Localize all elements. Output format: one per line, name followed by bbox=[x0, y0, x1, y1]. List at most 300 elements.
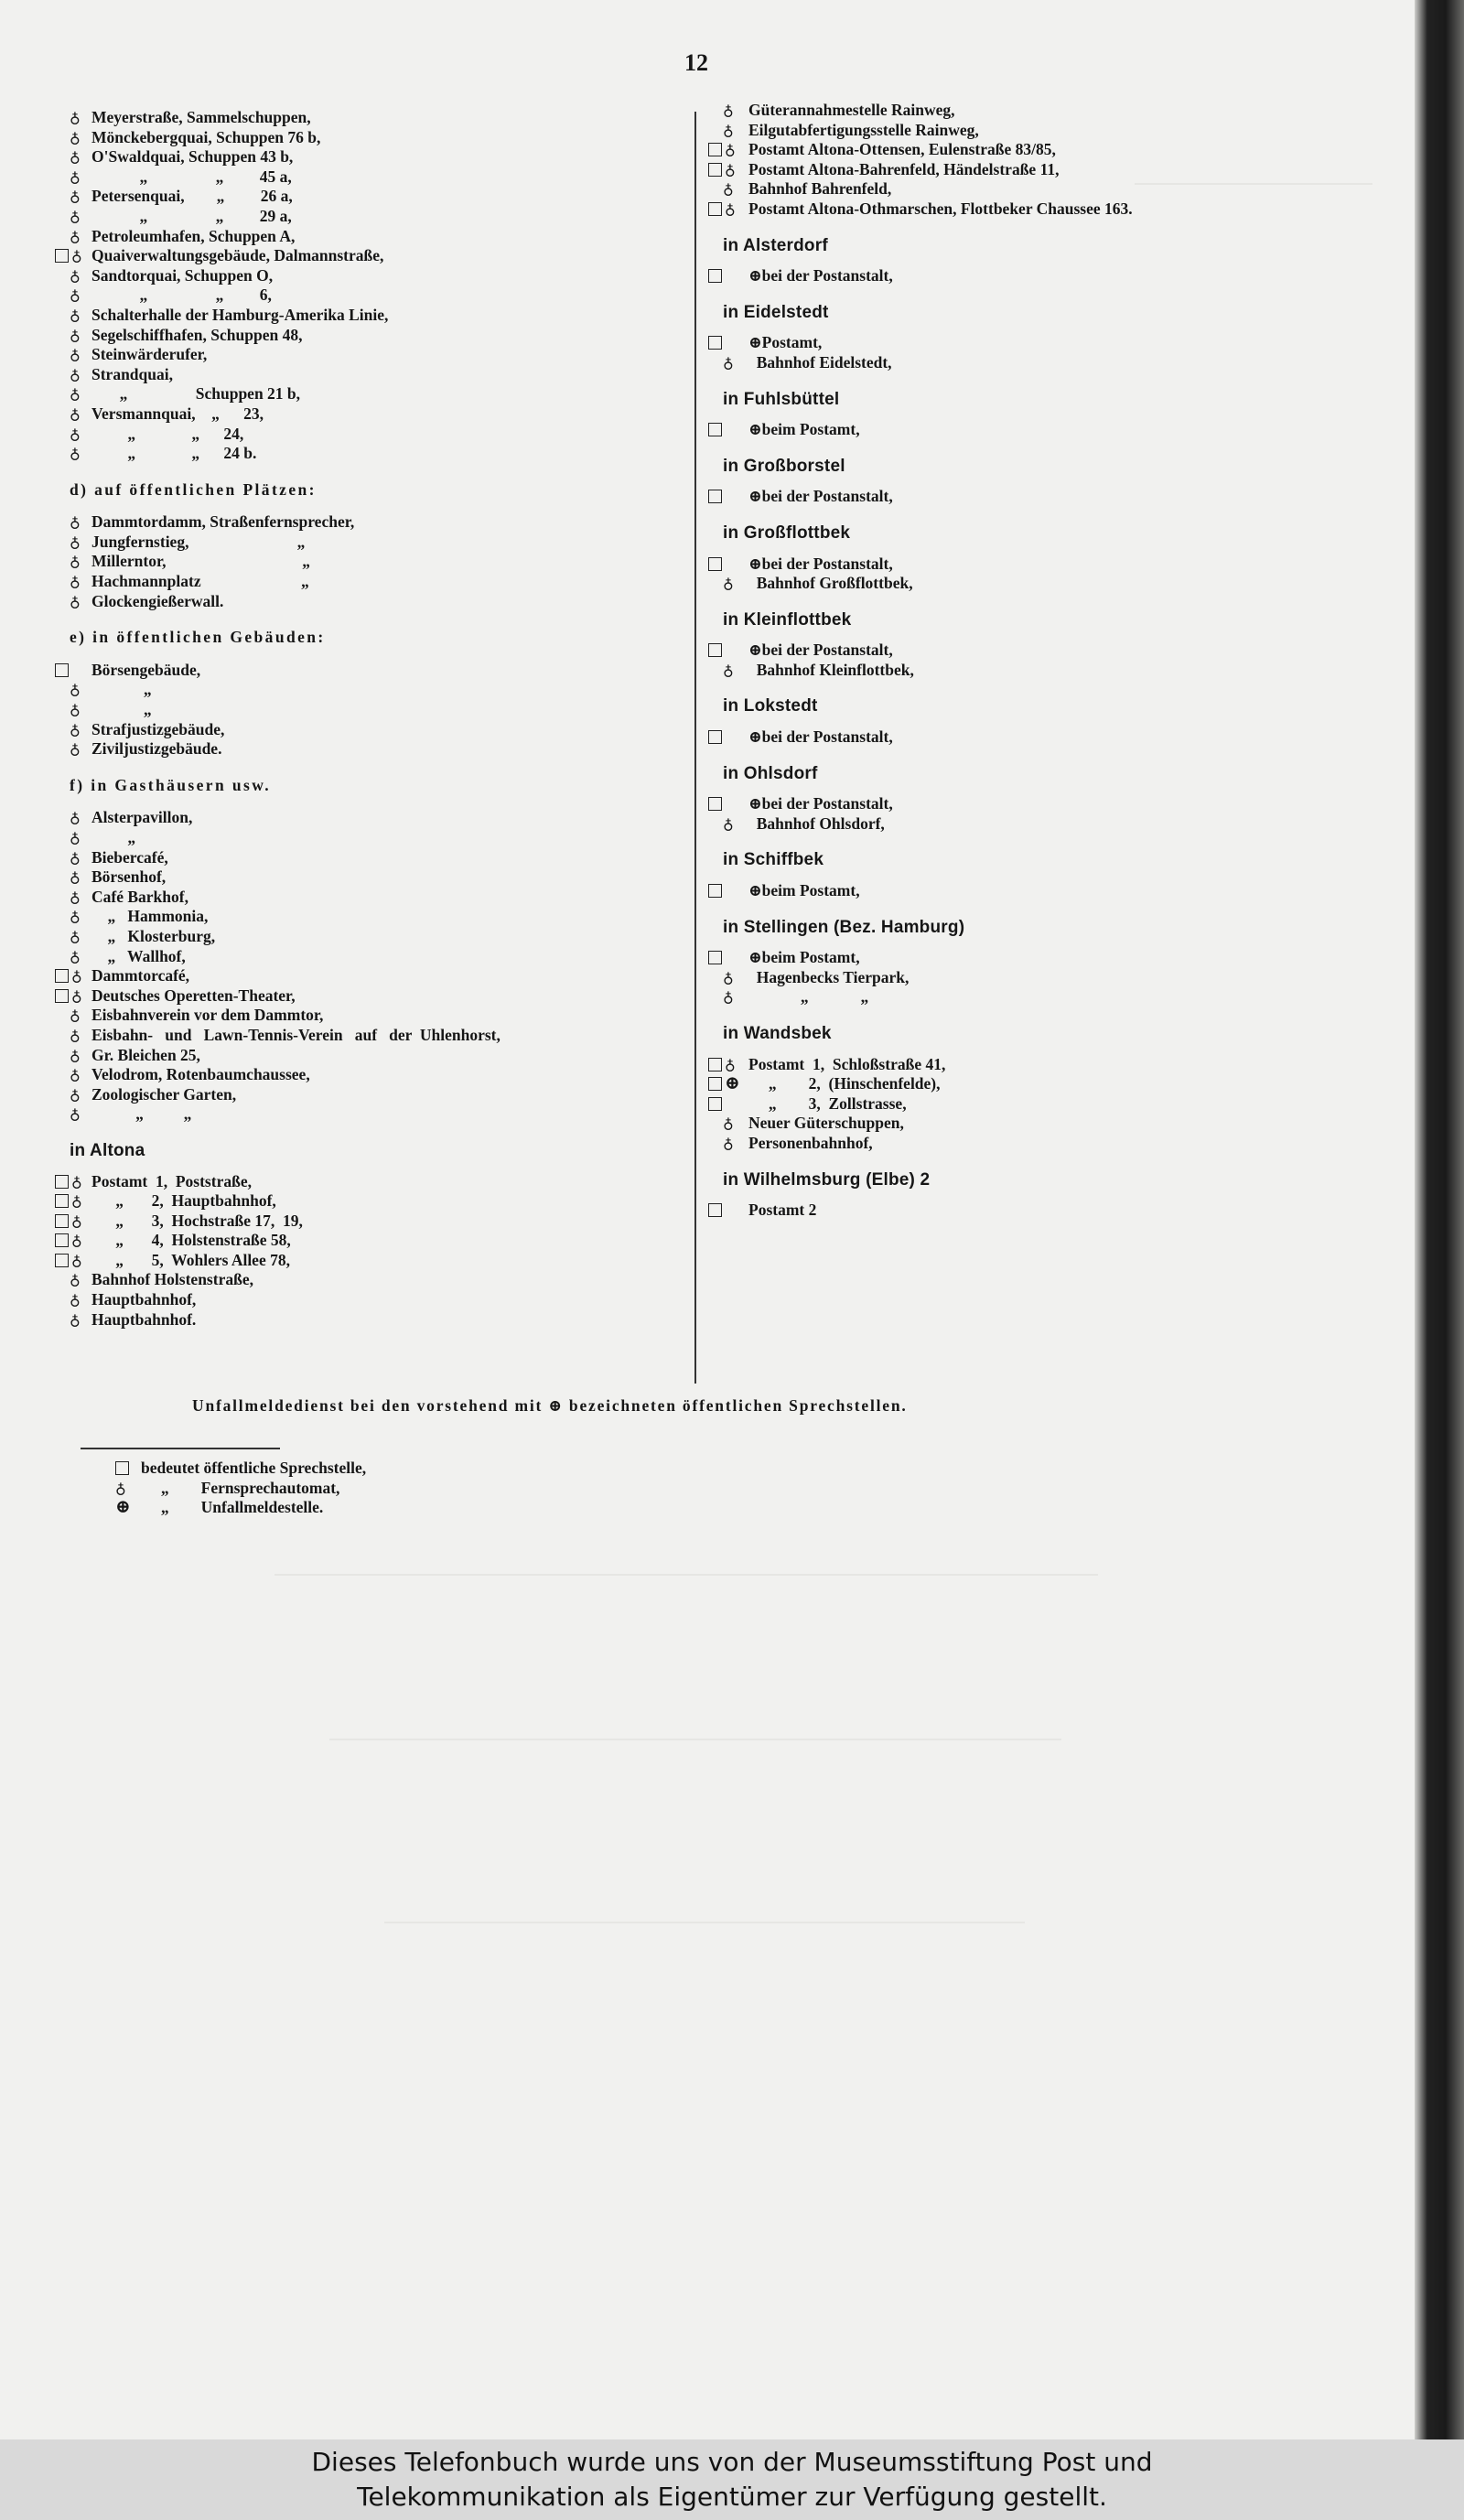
directory-entry bbox=[70, 986, 701, 1007]
entry-text: Postamt 1, Schloßstraße 41, bbox=[748, 1054, 946, 1073]
phone-automat-icon: ♁ bbox=[723, 662, 734, 679]
entry-markers bbox=[55, 966, 69, 986]
public-phone-box-icon bbox=[55, 1175, 69, 1189]
entry-text: „ 3, Zollstrasse, bbox=[748, 1093, 907, 1113]
place-heading: in Fuhlsbüttel bbox=[723, 389, 840, 409]
entry-text: „ Hammonia, bbox=[92, 907, 209, 926]
legend-text: bedeutet öffentliche Sprechstelle, bbox=[141, 1459, 367, 1477]
directory-entry bbox=[70, 828, 701, 848]
entry-text: ⊕Postamt, bbox=[748, 333, 823, 352]
phone-automat-icon: ♁ bbox=[70, 703, 81, 719]
entry-text: Postamt Altona-Othmarschen, Flottbeker Chaussee 163. bbox=[748, 199, 1133, 218]
entry-markers bbox=[70, 1270, 81, 1291]
entry-markers bbox=[70, 1006, 81, 1027]
phone-automat-icon: ♁ bbox=[70, 515, 81, 532]
entry-text: Strafjustizgebäude, bbox=[92, 719, 225, 738]
legend-symbol bbox=[115, 1479, 126, 1500]
public-phone-box-icon bbox=[115, 1461, 129, 1475]
phone-automat-icon: ♁ bbox=[70, 889, 81, 906]
directory-entry bbox=[70, 1290, 701, 1310]
entry-text: Dammtordamm, Straßenfernsprecher, bbox=[92, 512, 355, 532]
public-phone-box-icon bbox=[708, 143, 722, 156]
entry-text: ⊕bei der Postanstalt, bbox=[748, 641, 893, 660]
place-heading: in Schiffbek bbox=[723, 850, 824, 870]
public-phone-box-icon bbox=[55, 1254, 69, 1267]
entry-markers bbox=[708, 140, 722, 160]
entry-markers bbox=[708, 266, 722, 286]
entry-text: Eilgutabfertigungsstelle Rainweg, bbox=[748, 120, 979, 139]
public-phone-box-icon bbox=[708, 336, 722, 350]
directory-entry bbox=[70, 1104, 701, 1125]
phone-automat-icon: ♁ bbox=[70, 268, 81, 285]
entry-markers bbox=[70, 1065, 81, 1086]
directory-entry bbox=[70, 661, 701, 681]
public-phone-box-icon bbox=[708, 423, 722, 436]
entry-text: Quaiverwaltungsgebäude, Dalmannstraße, bbox=[92, 246, 384, 265]
entry-text: „ 4, Holstenstraße 58, bbox=[92, 1231, 291, 1250]
entry-text: Steinwärderufer, bbox=[92, 345, 208, 364]
entry-markers bbox=[70, 365, 81, 386]
phone-automat-icon: ♁ bbox=[723, 123, 734, 139]
directory-entry bbox=[70, 1310, 701, 1330]
accident-service-note: Unfallmeldedienst bei den vorstehend mit ⊕ bezeichneten öffentlichen Sprechstellen. bbox=[192, 1396, 908, 1415]
entry-text: Hauptbahnhof, bbox=[92, 1290, 197, 1309]
directory-entry bbox=[70, 246, 701, 266]
entry-text: ⊕beim Postamt, bbox=[748, 948, 860, 967]
category-heading: f) in Gasthäusern usw. bbox=[70, 775, 272, 794]
entry-markers bbox=[708, 420, 722, 440]
entry-text: Bahnhof Großflottbek, bbox=[748, 574, 913, 593]
page-number: 12 bbox=[684, 49, 708, 76]
directory-entry bbox=[70, 927, 701, 947]
legend-text: „ Unfallmeldestelle. bbox=[141, 1498, 324, 1517]
place-heading: in Wilhelmsburg (Elbe) 2 bbox=[723, 1169, 931, 1190]
public-phone-box-icon bbox=[708, 163, 722, 177]
place-heading: in Lokstedt bbox=[723, 696, 818, 716]
public-phone-box-icon bbox=[708, 1077, 722, 1091]
entry-text: ⊕bei der Postanstalt, bbox=[748, 794, 893, 813]
entry-markers bbox=[725, 160, 736, 181]
entry-markers bbox=[70, 207, 81, 228]
entry-text: ⊕bei der Postanstalt, bbox=[748, 554, 893, 573]
entry-markers bbox=[70, 533, 81, 554]
entry-text: „ 2, (Hinschenfelde), bbox=[748, 1074, 941, 1093]
entry-markers bbox=[70, 828, 81, 849]
phone-automat-icon: ♁ bbox=[70, 447, 81, 463]
directory-entry bbox=[70, 266, 701, 286]
entry-markers bbox=[70, 147, 81, 168]
phone-automat-icon: ♁ bbox=[723, 970, 734, 986]
phone-automat-icon: ♁ bbox=[70, 1028, 81, 1044]
place-heading: in Altona bbox=[70, 1140, 145, 1160]
entry-markers bbox=[708, 727, 722, 748]
phone-automat-icon: ♁ bbox=[70, 387, 81, 404]
directory-entry bbox=[723, 353, 1382, 373]
entry-text: „ bbox=[92, 828, 136, 846]
entry-markers bbox=[708, 1201, 722, 1221]
entry-text: „ „ 24, bbox=[92, 424, 244, 443]
entry-markers bbox=[723, 814, 734, 835]
directory-entry bbox=[70, 888, 701, 908]
phone-automat-icon: ♁ bbox=[723, 1116, 734, 1133]
phone-automat-icon: ♁ bbox=[70, 831, 81, 846]
entry-text: Bahnhof Ohlsdorf, bbox=[748, 813, 885, 833]
phone-automat-icon: ♁ bbox=[70, 683, 81, 699]
entry-markers bbox=[70, 680, 81, 701]
entry-text: Postamt 2 bbox=[748, 1201, 817, 1220]
phone-automat-icon: ♁ bbox=[70, 534, 81, 551]
entry-markers bbox=[723, 121, 734, 142]
directory-entry bbox=[723, 1114, 1382, 1134]
directory-entry bbox=[723, 555, 1382, 575]
entry-markers bbox=[70, 1046, 81, 1067]
entry-text: Café Barkhof, bbox=[92, 887, 188, 906]
phone-automat-icon: ♁ bbox=[70, 288, 81, 305]
entry-markers bbox=[70, 808, 81, 829]
directory-entry bbox=[70, 739, 701, 759]
phone-automat-icon: ♁ bbox=[70, 328, 81, 344]
entry-text: Gr. Bleichen 25, bbox=[92, 1045, 200, 1064]
entry-markers bbox=[723, 1134, 734, 1155]
entry-markers bbox=[70, 512, 81, 533]
public-phone-box-icon bbox=[708, 1097, 722, 1111]
directory-entry bbox=[723, 179, 1382, 199]
place-heading: in Wandsbek bbox=[723, 1024, 832, 1043]
directory-entry bbox=[723, 1055, 1382, 1075]
directory-entry bbox=[70, 947, 701, 967]
directory-entry bbox=[70, 444, 701, 464]
directory-entry bbox=[723, 160, 1382, 180]
entry-text: Petersenquai, „ 26 a, bbox=[92, 187, 293, 206]
entry-markers bbox=[70, 227, 81, 248]
entry-markers bbox=[70, 592, 81, 613]
place-heading: in Ohlsdorf bbox=[723, 763, 818, 783]
directory-entry bbox=[70, 404, 701, 425]
public-phone-box-icon bbox=[55, 249, 69, 263]
entry-text: Segelschiffhafen, Schuppen 48, bbox=[92, 325, 303, 344]
directory-entry bbox=[723, 1201, 1382, 1221]
entry-markers bbox=[725, 140, 736, 161]
museum-banner bbox=[0, 2439, 1464, 2520]
left-column bbox=[70, 108, 701, 1330]
phone-automat-icon: ♁ bbox=[70, 130, 81, 146]
directory-entry bbox=[723, 420, 1382, 440]
entry-markers bbox=[723, 574, 734, 595]
entry-text: ⊕beim Postamt, bbox=[748, 420, 860, 439]
entry-markers bbox=[55, 661, 69, 681]
entry-text: Hachmannplatz „ bbox=[92, 572, 309, 591]
directory-entry bbox=[723, 987, 1382, 1007]
phone-automat-icon: ♁ bbox=[115, 1481, 126, 1497]
directory-entry bbox=[723, 487, 1382, 507]
entry-markers bbox=[71, 1172, 82, 1193]
entry-markers bbox=[70, 425, 81, 446]
entry-text: Glockengießerwall. bbox=[92, 591, 224, 610]
entry-markers bbox=[70, 720, 81, 741]
place-heading: in Stellingen (Bez. Hamburg) bbox=[723, 917, 965, 937]
entry-markers bbox=[71, 1212, 82, 1233]
phone-automat-icon: ♁ bbox=[723, 816, 734, 833]
place-heading: in Eidelstedt bbox=[723, 302, 829, 322]
entry-markers bbox=[723, 1114, 734, 1135]
public-phone-box-icon bbox=[708, 202, 722, 216]
entry-markers bbox=[70, 907, 81, 928]
entry-text: Neuer Güterschuppen, bbox=[748, 1114, 904, 1133]
phone-automat-icon: ♁ bbox=[70, 209, 81, 225]
entry-text: „ „ bbox=[92, 1104, 192, 1124]
phone-automat-icon: ♁ bbox=[723, 576, 734, 593]
entry-markers bbox=[70, 1085, 81, 1106]
phone-automat-icon: ♁ bbox=[725, 201, 736, 218]
directory-entry bbox=[723, 814, 1382, 835]
entry-markers bbox=[708, 794, 722, 814]
place-heading: in Großborstel bbox=[723, 456, 845, 476]
entry-text: Schalterhalle der Hamburg-Amerika Linie, bbox=[92, 305, 389, 324]
entry-markers bbox=[723, 179, 734, 200]
phone-automat-icon: ♁ bbox=[70, 229, 81, 245]
entry-text: Hauptbahnhof. bbox=[92, 1309, 197, 1329]
entry-markers bbox=[70, 1310, 81, 1331]
entry-markers bbox=[70, 572, 81, 593]
directory-entry bbox=[70, 867, 701, 888]
directory-entry bbox=[70, 1212, 701, 1232]
entry-text: „ „ 24 b. bbox=[92, 444, 257, 463]
entry-markers bbox=[70, 444, 81, 465]
public-phone-box-icon bbox=[708, 797, 722, 811]
phone-automat-icon: ♁ bbox=[70, 307, 81, 324]
entry-markers bbox=[70, 285, 81, 307]
phone-automat-icon: ♁ bbox=[71, 1233, 82, 1250]
entry-markers bbox=[708, 333, 722, 353]
entry-text: Bahnhof Eidelstedt, bbox=[748, 352, 892, 372]
entry-markers bbox=[55, 1231, 69, 1251]
entry-markers bbox=[55, 1212, 69, 1232]
directory-entry bbox=[70, 306, 701, 326]
phone-automat-icon: ♁ bbox=[70, 949, 81, 965]
entry-markers bbox=[708, 160, 722, 180]
entry-markers bbox=[723, 101, 734, 122]
public-phone-box-icon bbox=[708, 951, 722, 964]
entry-markers bbox=[71, 1191, 82, 1212]
directory-entry bbox=[70, 592, 701, 612]
phone-automat-icon: ♁ bbox=[71, 1194, 82, 1211]
directory-entry bbox=[723, 121, 1382, 141]
entry-markers bbox=[70, 326, 81, 347]
entry-markers bbox=[71, 986, 82, 1007]
entry-text: Versmannquai, „ 23, bbox=[92, 404, 264, 423]
phone-automat-icon: ♁ bbox=[723, 103, 734, 119]
entry-markers bbox=[71, 1231, 82, 1252]
entry-text: Petroleumhafen, Schuppen A, bbox=[92, 226, 296, 245]
entry-markers bbox=[723, 353, 734, 374]
entry-text: ⊕bei der Postanstalt, bbox=[748, 487, 893, 506]
phone-automat-icon: ♁ bbox=[70, 929, 81, 945]
phone-automat-icon: ♁ bbox=[725, 1057, 736, 1073]
entry-text: Eisbahnverein vor dem Dammtor, bbox=[92, 1006, 324, 1025]
right-column bbox=[723, 101, 1382, 1221]
directory-entry bbox=[70, 1172, 701, 1192]
entry-text: Eisbahn- und Lawn-Tennis-Verein auf der Uhlenhorst, bbox=[92, 1025, 501, 1044]
entry-text: Personenbahnhof, bbox=[748, 1133, 873, 1152]
entry-text: „ 2, Hauptbahnhof, bbox=[92, 1191, 276, 1211]
phone-automat-icon: ♁ bbox=[70, 367, 81, 383]
directory-entry bbox=[70, 1191, 701, 1212]
directory-entry bbox=[70, 966, 701, 986]
directory-entry bbox=[70, 808, 701, 828]
directory-entry bbox=[70, 907, 701, 927]
entry-text: Meyerstraße, Sammelschuppen, bbox=[92, 108, 311, 126]
directory-entry bbox=[70, 1026, 701, 1046]
phone-automat-icon: ♁ bbox=[71, 1174, 82, 1190]
entry-markers bbox=[723, 661, 734, 682]
phone-automat-icon: ♁ bbox=[725, 143, 736, 159]
directory-entry bbox=[70, 425, 701, 445]
phone-automat-icon: ♁ bbox=[71, 249, 82, 265]
phone-automat-icon: ♁ bbox=[723, 355, 734, 372]
directory-entry bbox=[723, 881, 1382, 901]
phone-automat-icon: ♁ bbox=[723, 990, 734, 1007]
phone-automat-icon: ♁ bbox=[70, 1068, 81, 1084]
directory-entry bbox=[70, 128, 701, 148]
directory-entry bbox=[70, 285, 701, 306]
entry-text: Velodrom, Rotenbaumchaussee, bbox=[92, 1065, 310, 1084]
phone-automat-icon: ♁ bbox=[70, 426, 81, 443]
directory-entry bbox=[70, 167, 701, 188]
entry-markers bbox=[70, 848, 81, 869]
entry-markers bbox=[708, 1074, 722, 1094]
category-heading: e) in öffentlichen Gebäuden: bbox=[70, 628, 326, 647]
directory-entry bbox=[723, 1094, 1382, 1115]
phone-automat-icon: ♁ bbox=[71, 988, 82, 1005]
legend-symbol bbox=[115, 1498, 131, 1518]
entry-text: Hagenbecks Tierpark, bbox=[748, 967, 910, 986]
entry-markers bbox=[55, 986, 69, 1007]
accident-station-icon: ⊕ bbox=[725, 1073, 740, 1094]
public-phone-box-icon bbox=[708, 643, 722, 657]
directory-entry bbox=[70, 108, 701, 128]
entry-markers bbox=[55, 1172, 69, 1192]
entry-text: „ „ 29 a, bbox=[92, 206, 292, 225]
entry-markers bbox=[70, 552, 81, 573]
phone-automat-icon: ♁ bbox=[70, 850, 81, 867]
entry-markers bbox=[70, 108, 81, 129]
category-heading: d) auf öffentlichen Plätzen: bbox=[70, 479, 317, 499]
directory-entry bbox=[723, 794, 1382, 814]
directory-entry bbox=[70, 1270, 701, 1290]
entry-markers bbox=[723, 987, 734, 1008]
entry-markers bbox=[70, 1026, 81, 1047]
entry-text: „ bbox=[92, 700, 152, 719]
public-phone-box-icon bbox=[55, 1214, 69, 1228]
entry-text: ⊕bei der Postanstalt, bbox=[748, 266, 893, 285]
directory-entry bbox=[70, 147, 701, 167]
entry-text: Güterannahmestelle Rainweg, bbox=[748, 101, 955, 119]
legend-text: „ Fernsprechautomat, bbox=[141, 1478, 340, 1497]
directory-entry bbox=[70, 1231, 701, 1251]
entry-markers bbox=[70, 739, 81, 760]
directory-entry bbox=[723, 661, 1382, 681]
directory-entry bbox=[70, 552, 701, 572]
phone-automat-icon: ♁ bbox=[70, 1107, 81, 1124]
banner-line-2: Telekommunikation als Eigentümer zur Verfügung gestellt. bbox=[357, 2482, 1107, 2512]
directory-entry bbox=[70, 1006, 701, 1026]
entry-markers bbox=[708, 199, 722, 220]
phone-automat-icon: ♁ bbox=[70, 1293, 81, 1309]
entry-markers bbox=[725, 1074, 740, 1094]
entry-text: „ Schuppen 21 b, bbox=[92, 384, 301, 404]
entry-markers bbox=[70, 384, 81, 405]
directory-entry bbox=[723, 140, 1382, 160]
entry-text: „ „ 45 a, bbox=[92, 167, 292, 186]
directory-entry bbox=[723, 333, 1382, 353]
entry-text: Jungfernstieg, „ bbox=[92, 532, 306, 551]
directory-entry bbox=[723, 1074, 1382, 1094]
directory-entry bbox=[723, 1134, 1382, 1154]
entry-text: Bahnhof Holstenstraße, bbox=[92, 1270, 253, 1289]
entry-text: Deutsches Operetten-Theater, bbox=[92, 985, 296, 1005]
directory-entry bbox=[723, 727, 1382, 748]
public-phone-box-icon bbox=[708, 490, 722, 503]
legend-symbol bbox=[115, 1459, 129, 1479]
entry-text: Biebercafé, bbox=[92, 847, 168, 867]
directory-entry bbox=[723, 641, 1382, 661]
phone-automat-icon: ♁ bbox=[70, 594, 81, 610]
phone-automat-icon: ♁ bbox=[70, 1312, 81, 1329]
entry-markers bbox=[70, 187, 81, 208]
public-phone-box-icon bbox=[708, 269, 722, 283]
directory-entry bbox=[70, 345, 701, 365]
directory-entry bbox=[70, 720, 701, 740]
public-phone-box-icon bbox=[708, 1058, 722, 1072]
entry-text: Postamt 1, Poststraße, bbox=[92, 1171, 252, 1190]
entry-markers bbox=[708, 641, 722, 661]
public-phone-box-icon bbox=[708, 730, 722, 744]
entry-text: Bahnhof Kleinflottbek, bbox=[748, 660, 914, 679]
entry-text: ⊕beim Postamt, bbox=[748, 881, 860, 900]
phone-automat-icon: ♁ bbox=[71, 1253, 82, 1269]
directory-entry bbox=[70, 1251, 701, 1271]
directory-entry bbox=[723, 101, 1382, 121]
entry-text: Strandquai, bbox=[92, 364, 173, 383]
entry-markers bbox=[70, 345, 81, 366]
entry-text: „ 5, Wohlers Allee 78, bbox=[92, 1250, 290, 1269]
public-phone-box-icon bbox=[708, 1203, 722, 1217]
entry-markers bbox=[55, 246, 69, 266]
public-phone-box-icon bbox=[708, 557, 722, 571]
directory-entry bbox=[723, 948, 1382, 968]
entry-text: Börsengebäude, bbox=[92, 660, 201, 679]
entry-markers bbox=[708, 1055, 722, 1075]
phone-automat-icon: ♁ bbox=[70, 722, 81, 738]
entry-markers bbox=[70, 867, 81, 888]
entry-markers bbox=[71, 966, 82, 987]
phone-automat-icon: ♁ bbox=[70, 189, 81, 206]
directory-entry bbox=[723, 968, 1382, 988]
place-heading: in Alsterdorf bbox=[723, 235, 828, 255]
directory-entry bbox=[70, 700, 701, 720]
entry-markers bbox=[70, 1104, 81, 1125]
entry-markers bbox=[70, 404, 81, 425]
entry-markers bbox=[70, 306, 81, 327]
entry-markers bbox=[55, 1251, 69, 1271]
directory-entry bbox=[70, 848, 701, 868]
entry-markers bbox=[71, 246, 82, 267]
phone-automat-icon: ♁ bbox=[70, 348, 81, 364]
directory-entry bbox=[723, 266, 1382, 286]
directory-entry bbox=[70, 384, 701, 404]
phone-automat-icon: ♁ bbox=[70, 1048, 81, 1064]
phone-automat-icon: ♁ bbox=[70, 169, 81, 186]
